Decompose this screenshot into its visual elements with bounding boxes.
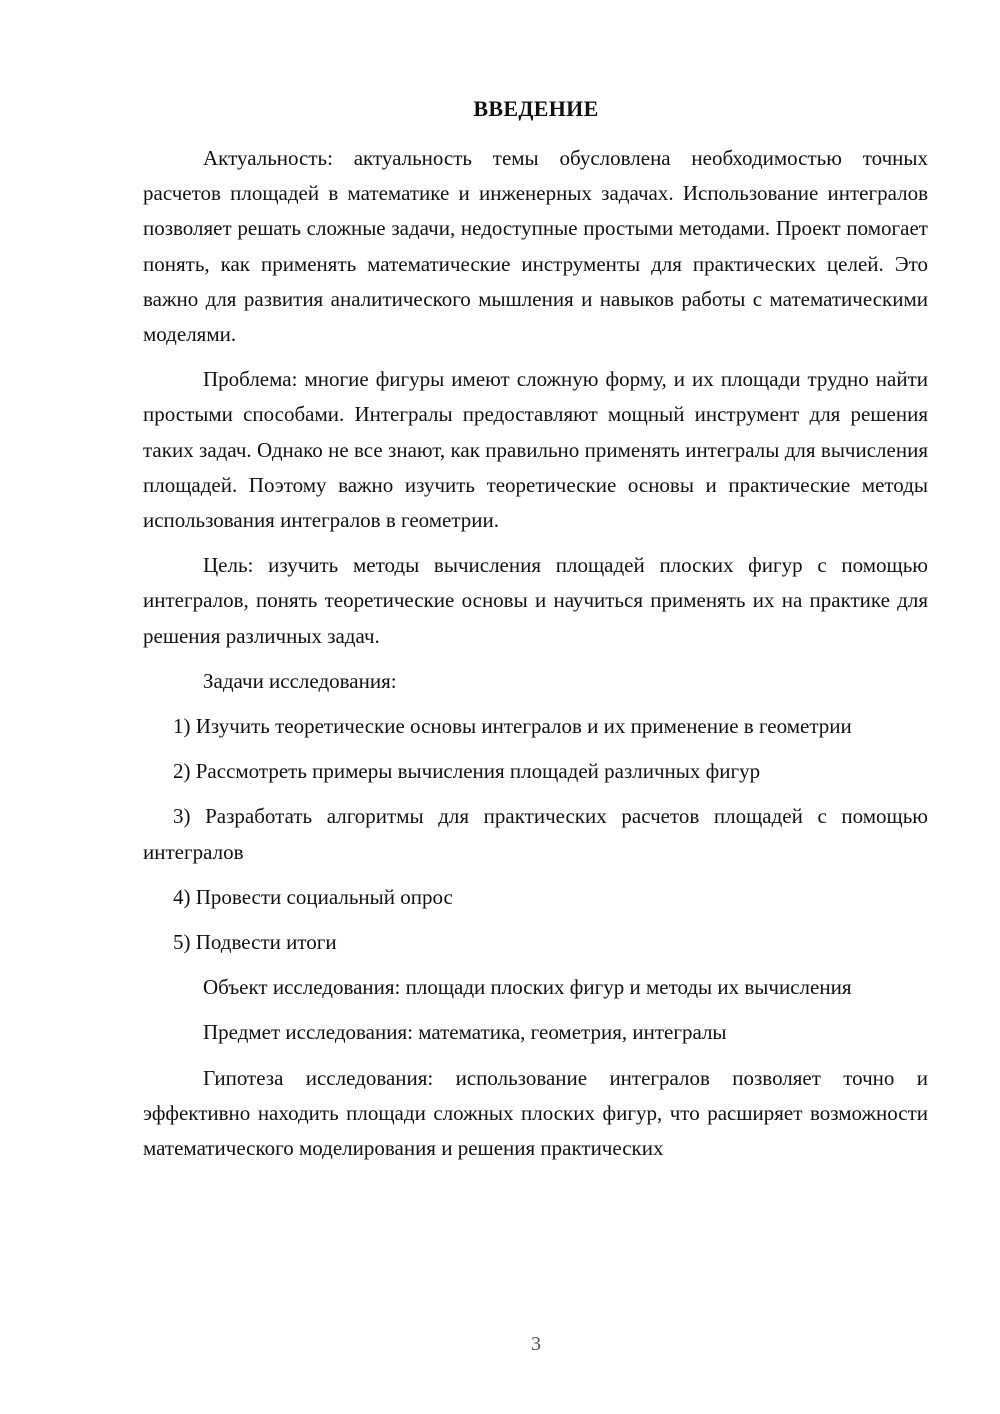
task-item: 2) Рассмотреть примеры вычисления площадей различных фигур	[173, 759, 761, 784]
paragraph-goal: Цель: изучить методы вычисления площадей плоских фигур с помощью интегралов, понять теоретические основы и научиться применять их на практике для решения различных задач.	[143, 553, 928, 648]
paragraph-hypothesis: Гипотеза исследования: использование интегралов позволяет точно и эффективно находить площади сложных плоских фигур, что расширяет возможности математического моделирования и решения практических	[143, 1065, 928, 1161]
paragraph-relevance: Актуальность: актуальность темы обусловлена необходимостью точных расчетов площадей в математике и инженерных задачах. Использование интегралов позволяет решать сложные задачи, недоступные простыми методами. Проект помогает понять, как применять математические инструменты для практических целей. Это важно для развития аналитического мышления и навыков работы с математическими моделями.	[143, 146, 928, 347]
document-body	[143, 141, 928, 1176]
task-item: 3) Разработать алгоритмы для практических расчетов площадей с помощью интегралов	[143, 804, 928, 864]
paragraph-object: Объект исследования: площади плоских фигур и методы их вычисления	[203, 975, 852, 1000]
section-heading: ВВЕДЕНИЕ	[473, 96, 599, 121]
paragraph-tasks-heading: Задачи исследования:	[203, 668, 397, 693]
task-item: 1) Изучить теоретические основы интегралов и их применение в геометрии	[173, 714, 852, 739]
task-item: 4) Провести социальный опрос	[173, 884, 453, 909]
paragraph-problem: Проблема: многие фигуры имеют сложную форму, и их площади трудно найти простыми способами. Интегралы предоставляют мощный инструмент для решения таких задач. Однако не все знают, как правильно применять интегралы для вычисления площадей. Поэтому важно изучить теоретические основы и практические методы использования интегралов в геометрии.	[143, 367, 928, 533]
paragraph-subject: Предмет исследования: математика, геометрия, интегралы	[203, 1020, 727, 1045]
page-number: 3	[531, 1333, 541, 1355]
task-item: 5) Подвести итоги	[173, 930, 337, 955]
